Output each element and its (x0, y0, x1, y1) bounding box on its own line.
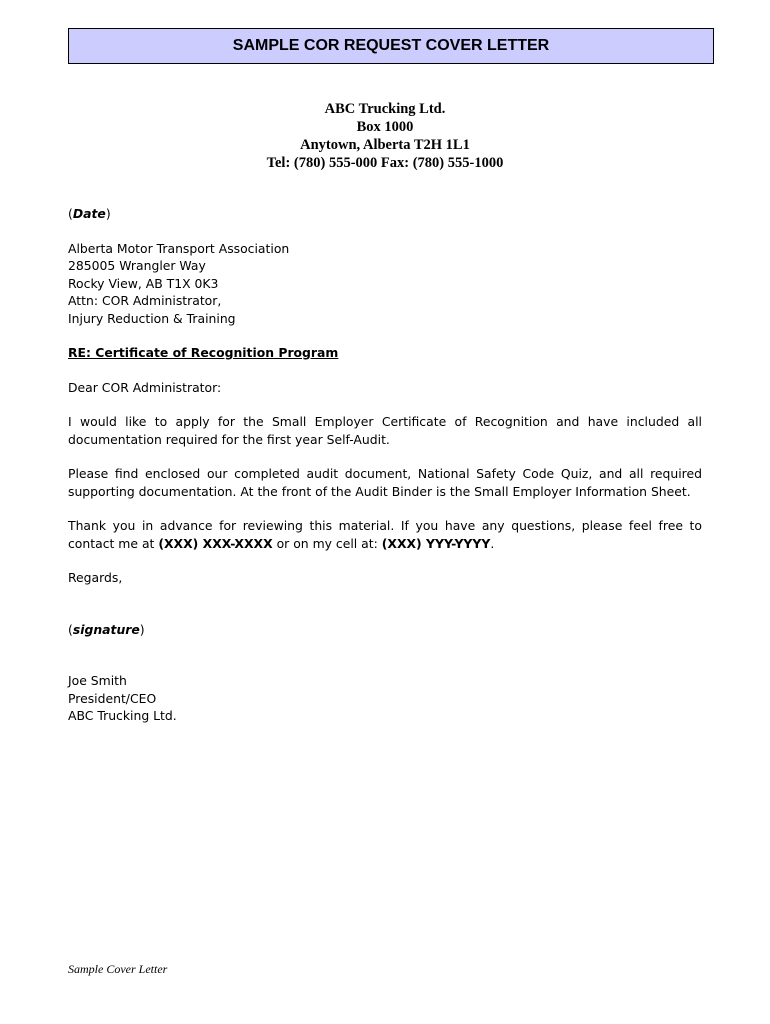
sender-contact: Tel: (780) 555-000 Fax: (780) 555-1000 (266, 155, 504, 171)
recipient-line-1: Alberta Motor Transport Association (68, 240, 290, 256)
paragraph-3-text-1: Thank you in advance for reviewing this material. If you have any questions, please feel free to contact me at (68, 518, 702, 551)
sender-city: Anytown, Alberta T2H 1L1 (300, 137, 470, 153)
recipient-line-3: Rocky View, AB T1X 0K3 (68, 275, 219, 291)
letter-body (68, 205, 702, 725)
signer-company: ABC Trucking Ltd. (68, 708, 177, 723)
contact-phone: (XXX) XXX-XXXX (158, 535, 273, 551)
signature-label: signature (72, 621, 140, 637)
signer-name: Joe Smith (68, 673, 127, 688)
closing: Regards, (68, 570, 123, 585)
date-label: Date (72, 206, 106, 221)
salutation: Dear COR Administrator: (68, 379, 222, 395)
paragraph-2: Please find enclosed our completed audit document, National Safety Code Quiz, and all required supporting documentation. At the front of the Audit Binder is the Small Employer Information Sheet. (68, 466, 702, 499)
signature-placeholder (68, 621, 702, 639)
signer-title: President/CEO (68, 690, 157, 706)
signature-close-paren: ) (139, 621, 145, 637)
recipient-address-block (68, 240, 702, 328)
date-placeholder (68, 205, 702, 223)
paragraph-3 (68, 517, 702, 552)
subject-line: RE: Certificate of Recognition Program (68, 345, 339, 360)
cell-phone: (XXX) YYY-YYYY (381, 535, 491, 551)
document-title: SAMPLE COR REQUEST COVER LETTER (232, 37, 550, 54)
sender-address-block (0, 100, 770, 172)
paragraph-1: I would like to apply for the Small Employer Certificate of Recognition and have included all documentation required for the first year Self-Audit. (68, 414, 702, 447)
sender-box: Box 1000 (356, 119, 414, 135)
title-banner (68, 28, 714, 64)
date-close-paren: ) (105, 206, 111, 221)
sender-company: ABC Trucking Ltd. (324, 101, 446, 117)
paragraph-3-text-2: or on my cell at: (272, 535, 382, 551)
date-open-paren: ( (68, 206, 73, 221)
signer-block (68, 672, 702, 725)
recipient-line-5: Injury Reduction & Training (68, 310, 236, 326)
recipient-line-4: Attn: COR Administrator, (68, 293, 222, 308)
page-footer: Sample Cover Letter (68, 962, 168, 976)
signature-open-paren: ( (68, 621, 73, 637)
recipient-line-2: 285005 Wrangler Way (68, 258, 206, 273)
paragraph-3-text-3: . (490, 535, 495, 551)
